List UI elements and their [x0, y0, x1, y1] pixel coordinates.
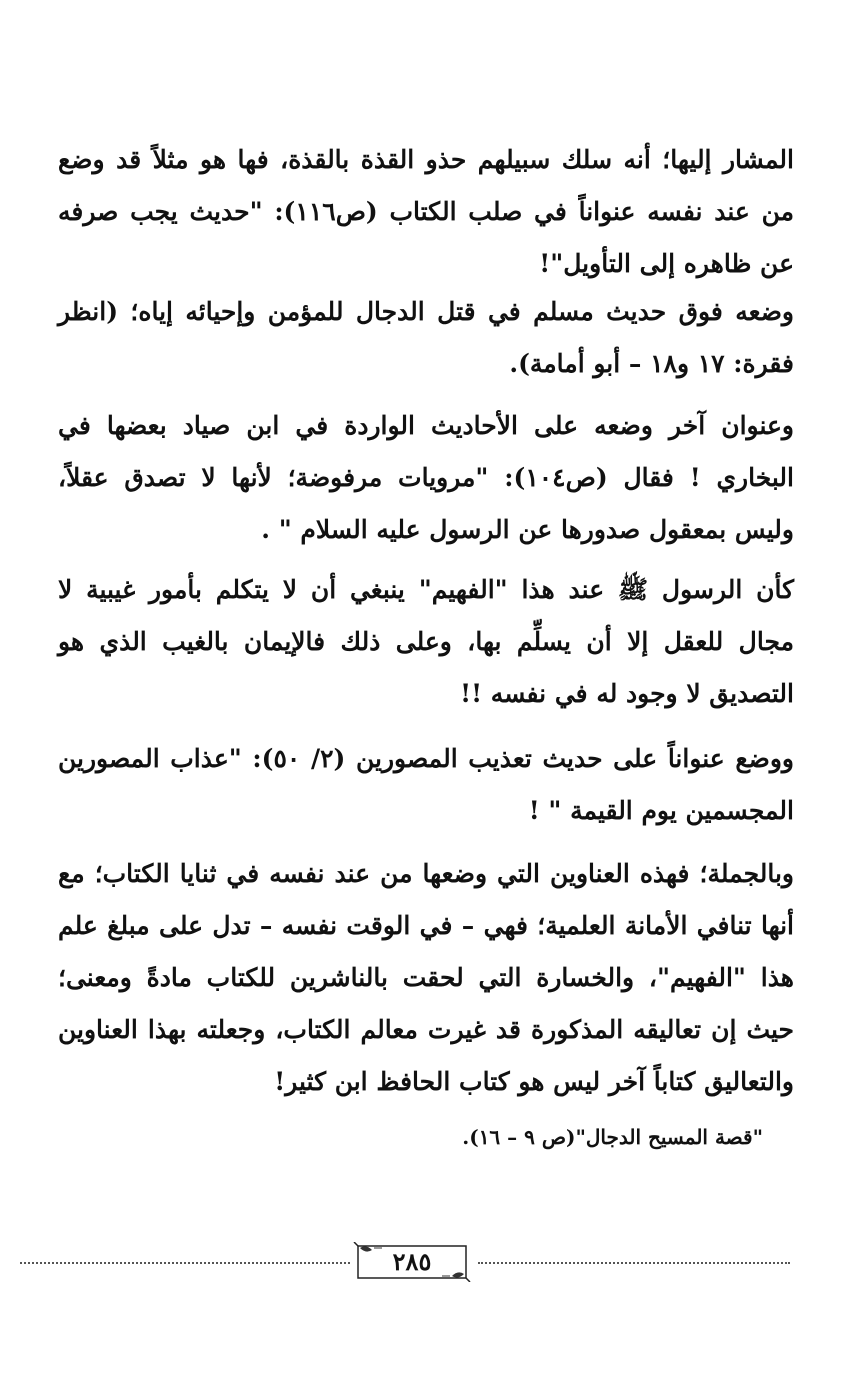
page-number: ٢٨٥: [392, 1247, 432, 1276]
paragraph-3: وعنوان آخر وضعه على الأحاديث الواردة في ابن صياد بعضها في البخاري ! فقال (ص١٠٤): "مرويات مرفوضة؛ لأنها لا تصدق عقلاً، وليس بمعقول صدورها عن الرسول عليه السلام " .: [58, 411, 794, 544]
paragraph-5: ووضع عنواناً على حديث تعذيب المصورين (٢/ ٥٠): "عذاب المصورين المجسمين يوم القيمة " !: [58, 744, 794, 825]
page-number-frame: [352, 1242, 472, 1282]
source-reference: "قصة المسيح الدجال"(ص ٩ – ١٦).: [462, 1125, 763, 1149]
paragraph-1: المشار إليها؛ أنه سلك سبيلهم حذو القذة بالقذة، فها هو مثلاً قد وضع من عند نفسه عنواناً في صلب الكتاب (ص١١٦): "حديث يجب صرفه عن ظاهره إلى التأويل"!: [58, 145, 794, 278]
paragraph-6: وبالجملة؛ فهذه العناوين التي وضعها من عند نفسه في ثنايا الكتاب؛ مع أنها تنافي الأمانة العلمية؛ فهي – في الوقت نفسه – تدل على مبلغ علم هذا "الفهيم"، والخسارة التي لحقت بالناشرين للكتاب مادةً ومعنى؛ حيث إن تعاليقه المذكورة قد غيرت معالم الكتاب، وجعلته بهذا العناوين والتعاليق كتاباً آخر ليس هو كتاب الحافظ ابن كثير!: [58, 859, 794, 1096]
footer-divider-right: [478, 1262, 790, 1264]
paragraph-4: كأن الرسول ﷺ عند هذا "الفهيم" ينبغي أن لا يتكلم بأمور غيبية لا مجال للعقل إلا أن يسلِّم بها، وعلى ذلك فالإيمان بالغيب الذي هو التصديق لا وجود له في نفسه !!: [58, 575, 794, 708]
paragraph-2: وضعه فوق حديث مسلم في قتل الدجال للمؤمن وإحيائه إياه؛ (انظر فقرة: ١٧ و١٨ – أبو أمامة).: [58, 297, 794, 378]
footer-divider-left: [20, 1262, 350, 1264]
